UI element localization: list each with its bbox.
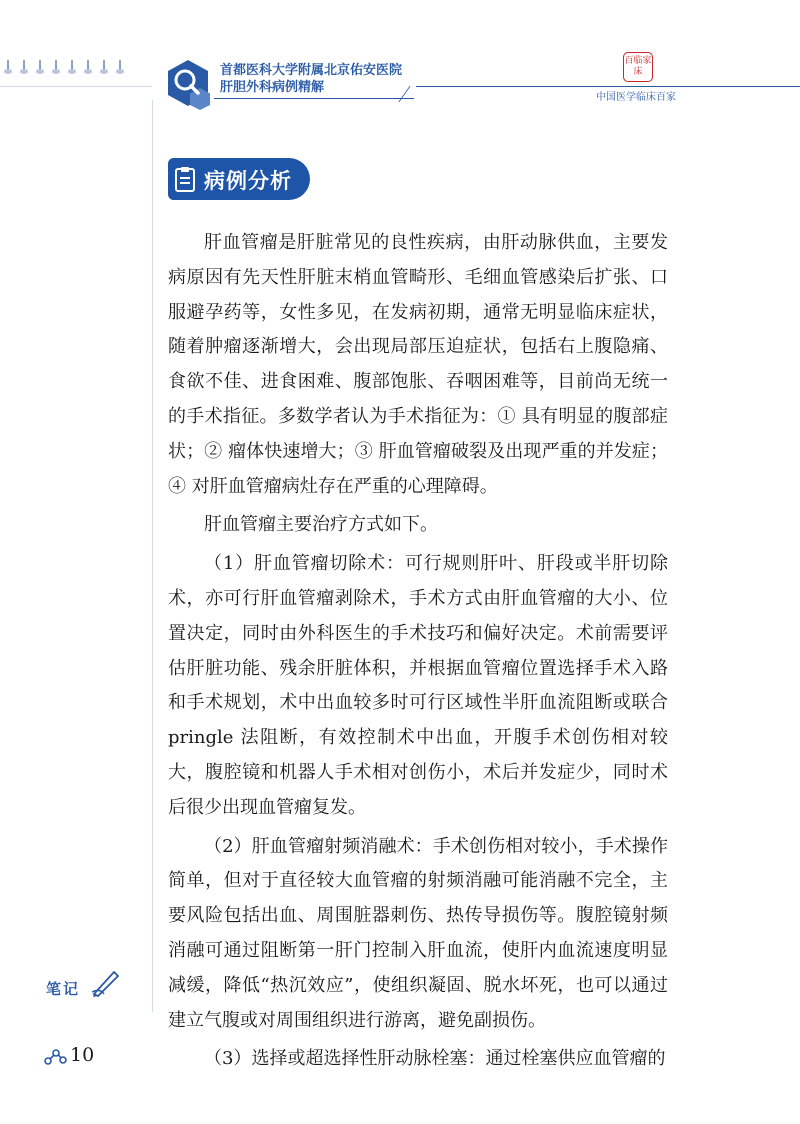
molecule-icon [44, 1048, 68, 1066]
paragraph: （3）选择或超选择性肝动脉栓塞：通过栓塞供应血管瘤的 [204, 1048, 666, 1070]
section-title: 病例分析 [204, 169, 292, 193]
series-name: 中国医学临床百家 [596, 92, 676, 103]
book-title [220, 62, 402, 96]
binder-pins [0, 60, 140, 84]
paragraph: 肝血管瘤是肝脏常见的良性疾病，由肝动脉供血，主要发病原因有先天性肝脏末梢血管畸形、毛细血管感染后扩张、口服避孕药等，女性多见，在发病初期，通常无明显临床症状，随着肿瘤逐渐增大，会出现局部压迫症状，包括右上腹隐痛、食欲不佳、进食困难、腹部饱胀、吞咽困难等，目前尚无统一的手术指征。多数学者认为手术指征为：① 具有明显的腹部症状；② 瘤体快速增大；③ 肝血管瘤破裂及出现严重的并发症；④ 对肝血管瘤病灶存在严重的心理障碍。 [168, 232, 668, 497]
paragraph: （1）肝血管瘤切除术：可行规则肝叶、肝段或半肝切除术，亦可行肝血管瘤剥除术，手术方式由肝血管瘤的大小、位置决定，同时由外科医生的手术技巧和偏好决定。术前需要评估肝脏功能、残余肝脏体积，并根据血管瘤位置选择手术入路和手术规划，术中出血较多时可行区域性半肝血流阻断或联合 pringle 法阻断，有效控制术中出血，开腹手术创伤相对较大，腹腔镜和机器人手术相对创伤小，术后并发症少，同时术后很少出现血管瘤复发。 [168, 553, 668, 818]
binder-pin [20, 60, 30, 76]
binder-pin [36, 60, 46, 76]
binder-pin [116, 60, 126, 76]
header-rule [416, 86, 800, 87]
publisher-seal: 百临家床 [623, 52, 653, 82]
book-title-line-1: 首都医科大学附属北京佑安医院 [220, 63, 403, 78]
header-underline [214, 98, 414, 99]
paragraph: 肝血管瘤主要治疗方式如下。 [204, 514, 438, 536]
notes-label: 笔记 [46, 980, 81, 998]
hexagon-magnifier-icon [162, 58, 214, 110]
binder-pin [52, 60, 62, 76]
book-title-line-2: 肝胆外科病例精解 [220, 80, 325, 95]
binder-pin [100, 60, 110, 76]
binder-pin [68, 60, 78, 76]
binder-pin [4, 60, 14, 76]
article-body [168, 226, 668, 1081]
pen-icon [90, 968, 122, 998]
page-number: 10 [70, 1044, 95, 1066]
section-banner [168, 158, 310, 200]
notes-marker [46, 968, 126, 1008]
paragraph: （2）肝血管瘤射频消融术：手术创伤相对较小，手术操作简单，但对于直径较大血管瘤的射频消融可能消融不完全，主要风险包括出血、周围脏器刺伤、热传导损伤等。腹腔镜射频消融可通过阻断第一肝门控制入肝血流，使肝内血流速度明显减缓，降低“热沉效应”，使组织凝固、脱水坏死，也可以通过建立气腹或对周围组织进行游离，避免副损伤。 [168, 835, 668, 1031]
binder-pin [84, 60, 94, 76]
margin-divider [152, 100, 153, 1012]
clipboard-icon [174, 166, 196, 192]
margin-divider-top [0, 86, 152, 87]
